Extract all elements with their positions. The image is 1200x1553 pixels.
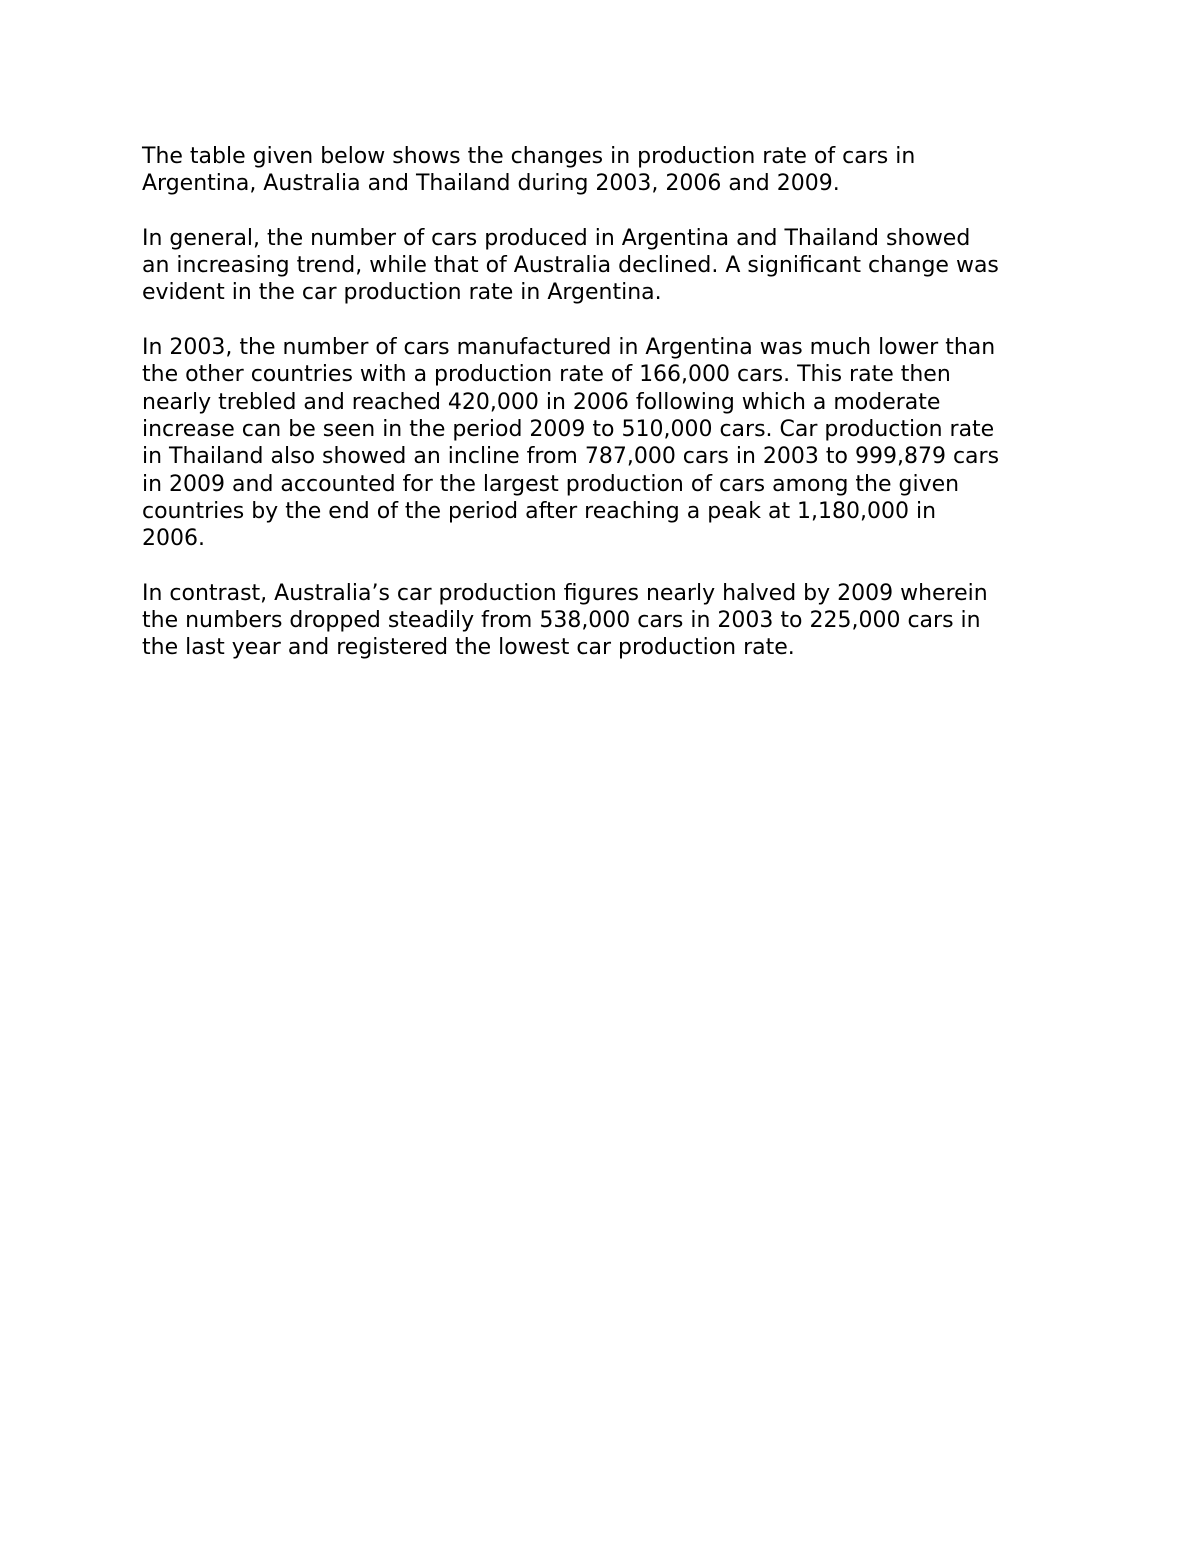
paragraph-intro: [142, 143, 1102, 198]
paragraph-details: [142, 334, 1102, 552]
text-line: countries by the end of the period after reaching a peak at 1,180,000 in: [142, 498, 937, 524]
text-line: the numbers dropped steadily from 538,000 cars in 2003 to 225,000 cars in: [142, 608, 981, 634]
text-line: Argentina, Australia and Thailand during 2003, 2006 and 2009.: [142, 171, 840, 197]
text-line: an increasing trend, while that of Australia declined. A significant change was: [142, 253, 999, 279]
document-page: [142, 143, 1102, 689]
text-line: the other countries with a production rate of 166,000 cars. This rate then: [142, 362, 951, 388]
text-line: nearly trebled and reached 420,000 in 2006 following which a moderate: [142, 389, 941, 415]
paragraph-contrast: [142, 580, 1102, 662]
paragraph-overview: [142, 225, 1102, 307]
text-line: 2006.: [142, 526, 205, 552]
text-line: The table given below shows the changes in production rate of cars in: [142, 144, 916, 169]
text-line: evident in the car production rate in Argentina.: [142, 280, 662, 306]
text-line: In general, the number of cars produced in Argentina and Thailand showed: [142, 225, 971, 251]
text-line: In contrast, Australia’s car production figures nearly halved by 2009 wherein: [142, 580, 988, 606]
text-line: the last year and registered the lowest car production rate.: [142, 635, 795, 661]
text-line: In 2003, the number of cars manufactured in Argentina was much lower than: [142, 335, 996, 361]
text-line: in 2009 and accounted for the largest production of cars among the given: [142, 471, 960, 497]
text-line: in Thailand also showed an incline from 787,000 cars in 2003 to 999,879 cars: [142, 444, 1000, 470]
text-line: increase can be seen in the period 2009 to 510,000 cars. Car production rate: [142, 416, 995, 442]
